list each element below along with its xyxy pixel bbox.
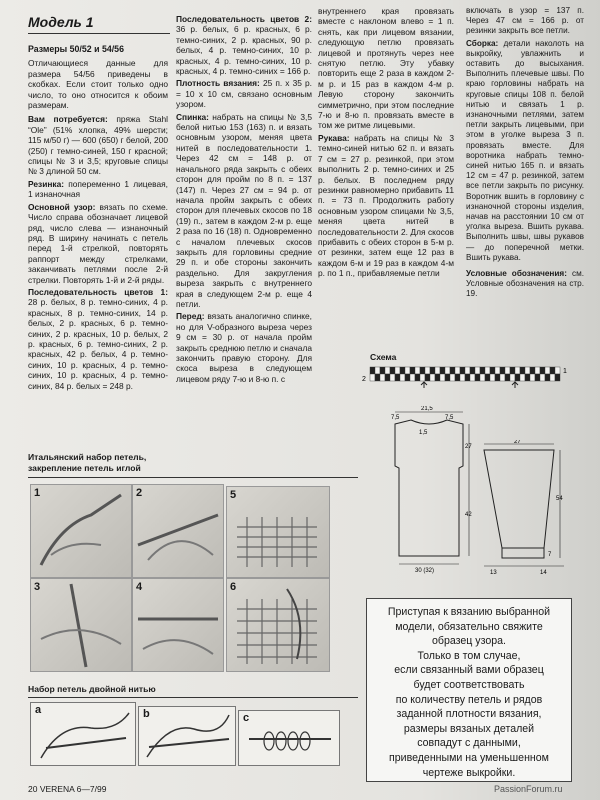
scheme-cell [550, 374, 555, 381]
hand-thread-icon [139, 707, 235, 765]
scheme-grid [370, 367, 560, 381]
scheme-cell [510, 374, 515, 381]
double-step-a-letter: a [35, 704, 42, 716]
column-1 [28, 44, 168, 393]
color-seq1-heading: Последовательность цветов 1: [28, 286, 168, 297]
scheme-cell [455, 374, 460, 381]
scheme-cell [500, 374, 505, 381]
scheme-cell [430, 367, 435, 374]
color-seq2-paragraph [176, 14, 312, 76]
italian-rule [28, 477, 358, 478]
sleeves-continued-text: включать в узор = 137 п. Через 47 см = 166 р. от резинки закрыть все петли. [466, 6, 584, 36]
italian-caston-title-line2: закрепление петель иглой [28, 463, 141, 473]
scheme-cell [390, 367, 395, 374]
hand-needle-icon [133, 485, 223, 577]
color-seq1-text: 28 р. белых, 8 р. темно-синих, 4 р. красных, 8 р. темно-синих, 14 р. белых, 2 р. красных, 6 р. темно-синих, 2 р. красных, 10 р. белых, 2 р. красных, 6 р. темно-синих, 2 р. красных, 42 р. белых, 4 р. темно-синих, 10 р. красных, 4 р. темно-синих, 10 р. красных, 4 р. темно-синих, 84 р. белых = 248 р. [28, 297, 168, 391]
scheme-cell [490, 374, 495, 381]
scheme-cell [480, 367, 485, 374]
sleeve-bottom-left-label: 13 [490, 570, 497, 576]
gauge-text: 25 п. х 35 р. = 10 х 10 см, связано основным узором. [176, 78, 312, 110]
materials-text: пряжа Stahl “Ole” (51% хлопка, 49% шерсти; 115 м/50 г) — 600 (650) г белой, 200 (250) г темно-синей, 150 г красной; спицы № 3 и 3,5; круговые спицы № 3 длиной 50 см. [28, 114, 169, 177]
scheme-cell [450, 367, 455, 374]
scheme-cell [385, 367, 390, 374]
symbols-text: см. Условные обозначения на стр. 19. [466, 269, 584, 299]
notice-line: заданной плотности вязания, [396, 708, 542, 721]
sleeve-length-label: 54 [556, 496, 563, 502]
scheme-cell [465, 367, 470, 374]
scheme-cell [420, 374, 425, 381]
color-seq2-heading: Последовательность цветов 2: [176, 14, 312, 24]
main-pattern-text: вязать по схеме. Число справа обозначает лицевой ряд, число слева — изнаночный ряд. В ширину начинать с петель перед 1-й стрелкой, повторять раппорт между стрелками, заканчивать петлями после 2-й стрелки. Повторять 1-й и 2-й ряды. [28, 201, 168, 285]
notice-line: размеры вязаных деталей [403, 722, 535, 735]
sleeves-paragraph [318, 133, 454, 279]
italian-caston-title-line1: Итальянский набор петель, [28, 452, 147, 462]
scheme-cell [425, 374, 430, 381]
scheme-cell [460, 374, 465, 381]
scheme-cell [410, 374, 415, 381]
stitches-on-needle-icon [239, 711, 339, 765]
color-seq2-text: 36 р. белых, 6 р. красных, 6 р. темно-синих, 2 р. красных, 90 р. белых, 4 р. темно-синих, 10 р. красных, 4 р. темно-синих, 10 р. красных, 4 р. темно-синих = 166 р. [176, 24, 312, 77]
back-top-label: 21,5 [421, 406, 433, 412]
italian-step-2-illustration [132, 484, 224, 578]
back-neck-left-label: 7,5 [391, 415, 400, 421]
scheme-cell [440, 367, 445, 374]
italian-step-6-number: 6 [230, 581, 237, 593]
scheme-cell [425, 367, 430, 374]
main-pattern-heading: Основной узор: [28, 201, 96, 212]
scheme-cell [555, 367, 560, 374]
materials-paragraph [28, 114, 168, 176]
hand-needle-icon [133, 579, 223, 671]
scheme-cell [485, 374, 490, 381]
assembly-heading: Сборка: [466, 38, 499, 48]
rib-heading: Резинка: [28, 178, 65, 189]
scheme-cell [405, 367, 410, 374]
italian-step-4-illustration [30, 578, 132, 672]
model-title: Модель 1 [28, 14, 94, 30]
back-armhole-label: 27 [465, 444, 472, 450]
double-step-c-illustration [238, 710, 340, 766]
double-step-b-letter: b [143, 708, 150, 720]
scheme-cell [525, 374, 530, 381]
assembly-paragraph [466, 39, 584, 263]
back-body-label: 42 [465, 512, 472, 518]
stitch-scheme [360, 364, 570, 392]
scheme-arrow-right [512, 382, 518, 388]
title-rule [28, 33, 170, 34]
scheme-cell [520, 374, 525, 381]
front-continued-text: внутреннего края провязать вместе с наклоном влево = 1 п. снять, как при лицевом вязании, следующую петлю провязать лицевой и протянуть через нее снятую петлю. Эту убавку повторить еще 2 раза в каждом 2-м р. и 15 раз в каждом 4-м р. Левую сторону закончить симметрично, при этом последние 7-ю и 8-ю п. провязать вместе в том же ритме лицевыми. [318, 6, 454, 131]
scheme-cell [540, 367, 545, 374]
rib-text: попеременно 1 лицевая, 1 изнаночная [28, 178, 168, 200]
scheme-cell [535, 374, 540, 381]
double-rule [28, 697, 358, 698]
scheme-cell [475, 374, 480, 381]
italian-step-4-number: 3 [34, 581, 41, 593]
page-footer: 20 VERENA 6—7/99 [28, 784, 107, 794]
scheme-cell [460, 367, 465, 374]
scheme-cell [495, 367, 500, 374]
scheme-cell [445, 367, 450, 374]
scheme-cell [530, 374, 535, 381]
scheme-cell [475, 367, 480, 374]
scheme-cell [415, 367, 420, 374]
back-text: набрать на спицы № 3,5 белой нитью 153 (163) п. и вязать основным узором, меняя цвета нитей в последовательности 1. Через 42 см = 148 р. от начального ряда закрыть с обеих сторон для пройм по 8 п. = 137 (147) п. Через 27 см = 94 р. от начала пройм закрыть с обеих сторон для плечевых скосов по 18 (19) п., затем в каждом 2-м р. еще 2 раза по 16 (18) п. Одновременно с началом плечевых скосов закрыть для горловины средние 29 п. и обе стороны закончить раздельно. Для закругления выреза закрыть с внутреннего края в следующем 2-м р. еще 4 петли. [176, 111, 312, 309]
scheme-cell [400, 367, 405, 374]
notice-line: по количеству петель и рядов [395, 693, 543, 706]
gauge-heading: Плотность вязания: [176, 78, 260, 89]
scheme-cell [470, 367, 475, 374]
italian-step-1-illustration [30, 484, 132, 578]
back-outline [395, 420, 463, 556]
hand-needle-icon [31, 485, 131, 577]
italian-step-6-illustration [226, 578, 330, 672]
front-heading: Перед: [176, 311, 205, 322]
scheme-cell [480, 374, 485, 381]
sleeves-heading: Рукава: [318, 132, 350, 143]
double-step-a-illustration [30, 702, 136, 766]
italian-step-5-number: 4 [136, 581, 143, 593]
hand-thread-icon [31, 703, 135, 765]
main-pattern-paragraph [28, 202, 168, 285]
scheme-cell [375, 367, 380, 374]
scheme-cell [370, 367, 375, 374]
hand-needle-icon [31, 579, 131, 671]
scheme-cell [435, 374, 440, 381]
notice-line: чертеже выкройки. [422, 766, 516, 779]
column-4 [466, 6, 584, 302]
back-schematic [383, 406, 475, 574]
column-2 [176, 14, 312, 386]
back-shoulder-label: 1,5 [419, 430, 428, 436]
scheme-cell [370, 374, 375, 381]
sleeve-schematic [478, 440, 570, 576]
scheme-cell [485, 367, 490, 374]
notice-line: Приступая к вязанию выбранной [387, 606, 551, 618]
scheme-cell [450, 374, 455, 381]
scheme-cell [375, 374, 380, 381]
double-step-b-illustration [138, 706, 236, 766]
scheme-cell [545, 374, 550, 381]
materials-heading: Вам потребуется: [28, 114, 108, 125]
front-text: вязать аналогично спинке, но для V-образного выреза через 9 см = 30 р. от начала пройм закрыть среднюю петлю и сначала закончить правую сторону. Для скоса выреза в следующем лицевом ряду 7-ю и 8-ю п. с [176, 311, 313, 384]
double-step-c-letter: c [243, 712, 250, 724]
gauge-paragraph [176, 78, 312, 109]
scheme-cell [535, 367, 540, 374]
italian-caston-title [28, 452, 146, 474]
sleeve-top-label: 27 [514, 440, 521, 445]
back-width-label: 30 (32) [415, 568, 435, 574]
scheme-cell [510, 367, 515, 374]
back-neck-right-label: 7,5 [445, 415, 454, 421]
scheme-cell [435, 367, 440, 374]
color-seq1-paragraph [28, 287, 168, 391]
column-3 [318, 6, 454, 281]
scheme-cell [540, 374, 545, 381]
scheme-cell [440, 374, 445, 381]
symbols-paragraph [466, 269, 584, 300]
italian-step-1-number: 1 [34, 487, 41, 499]
scheme-cell [420, 367, 425, 374]
scheme-row-left-number: 2 [362, 376, 366, 383]
sleeve-outline [484, 450, 554, 548]
scheme-cell [555, 374, 560, 381]
scheme-cell [515, 374, 520, 381]
italian-step-5-illustration [132, 578, 224, 672]
scheme-cell [505, 374, 510, 381]
notice-line: образец узора. [432, 635, 506, 648]
scheme-cell [530, 367, 535, 374]
scheme-cell [545, 367, 550, 374]
notice-line: будет соответствовать [413, 678, 525, 691]
italian-step-3-illustration [226, 486, 330, 578]
scheme-cell [550, 367, 555, 374]
back-heading: Спинка: [176, 111, 209, 122]
double-caston-title: Набор петель двойной нитью [28, 684, 156, 694]
scheme-cell [445, 374, 450, 381]
scheme-title: Схема [370, 352, 397, 362]
scheme-cell [515, 367, 520, 374]
notice-line: Только в том случае, [417, 649, 521, 662]
scheme-cell [410, 367, 415, 374]
scheme-cell [380, 374, 385, 381]
scheme-cell [395, 374, 400, 381]
scheme-cell [390, 374, 395, 381]
scheme-cell [455, 367, 460, 374]
scheme-cell [495, 374, 500, 381]
sizes-note: Отличающиеся данные для размера 54/56 приведены в скобках. Если стоит только одно число, то оно относится к обоим размерам. [28, 58, 168, 111]
italian-step-3-number: 5 [230, 489, 237, 501]
scheme-arrow-left [421, 382, 427, 388]
scheme-row-right-number: 1 [563, 368, 567, 375]
scheme-cell [465, 374, 470, 381]
scheme-cell [385, 374, 390, 381]
scheme-cell [400, 374, 405, 381]
symbols-heading: Условные обозначения: [466, 269, 567, 279]
italian-step-2-number: 2 [136, 487, 143, 499]
scheme-cell [380, 367, 385, 374]
scheme-cell [525, 367, 530, 374]
sleeve-bottom-right-label: 14 [540, 570, 547, 576]
back-paragraph [176, 112, 312, 310]
scheme-cell [490, 367, 495, 374]
notice-line: модели, обязательно свяжите [395, 620, 543, 633]
notice-line: приведенными на уменьшенном [389, 751, 549, 764]
notice-line: если связанный вами образец [394, 664, 544, 677]
scheme-cell [405, 374, 410, 381]
gauge-notice-box [366, 598, 572, 782]
scheme-cell [520, 367, 525, 374]
notice-line: совпадут с данными, [417, 737, 521, 750]
sleeves-text: набрать на спицы № 3 темно-синей нитью 62 п. и вязать 7 см = 27 р. резинкой, при этом выполнить 2 р. темно-синих и 25 р. белых. В последнем ряду резинки равномерно прибавить 11 п. = 73 п. Продолжить работу основным узором спицами № 3,5, меняя цвета нитей в последовательности 2. Для скосов прибавить с обеих сторон в 5-м р. от резинки, затем еще 12 раз в каждом 6-м и 19 раз в каждом 4-м р. по 1 п., прибавляемые петли [318, 132, 454, 279]
assembly-text: детали наколоть на выкройку, увлажнить и оставить до высыхания. Выполнить плечевые швы. По краю горловины набрать на круговые спицы 108 п. белой нитью и связать 1 р. изнаночными петлями, затем петли закрыть лицевыми, при этом в уголке выреза 3 п. провязать вместе. Для воротника набрать темно-синей нитью 165 п. и вязать 12 см = 47 р. резинкой, затем все петли закрыть по рисунку. Воротник вшить в горловину с изнаночной стороны изделия, начав на расстоянии 10 см от уголка выреза. Вшить рукава. Выполнить швы, швы рукавов — до поперечной метки. Вшить рукава. [466, 38, 584, 262]
front-paragraph [176, 311, 312, 384]
knitted-fabric-icon [227, 579, 329, 671]
scheme-cell [430, 374, 435, 381]
sizes-heading: Размеры 50/52 и 54/56 [28, 44, 124, 54]
scheme-cell [415, 374, 420, 381]
scheme-cell [505, 367, 510, 374]
scheme-cell [395, 367, 400, 374]
watermark: PassionForum.ru [494, 784, 563, 794]
knitted-fabric-icon [227, 487, 329, 577]
scheme-cell [500, 367, 505, 374]
sleeve-cuff-label: 7 [548, 552, 552, 558]
scheme-cell [470, 374, 475, 381]
rib-paragraph [28, 179, 168, 200]
